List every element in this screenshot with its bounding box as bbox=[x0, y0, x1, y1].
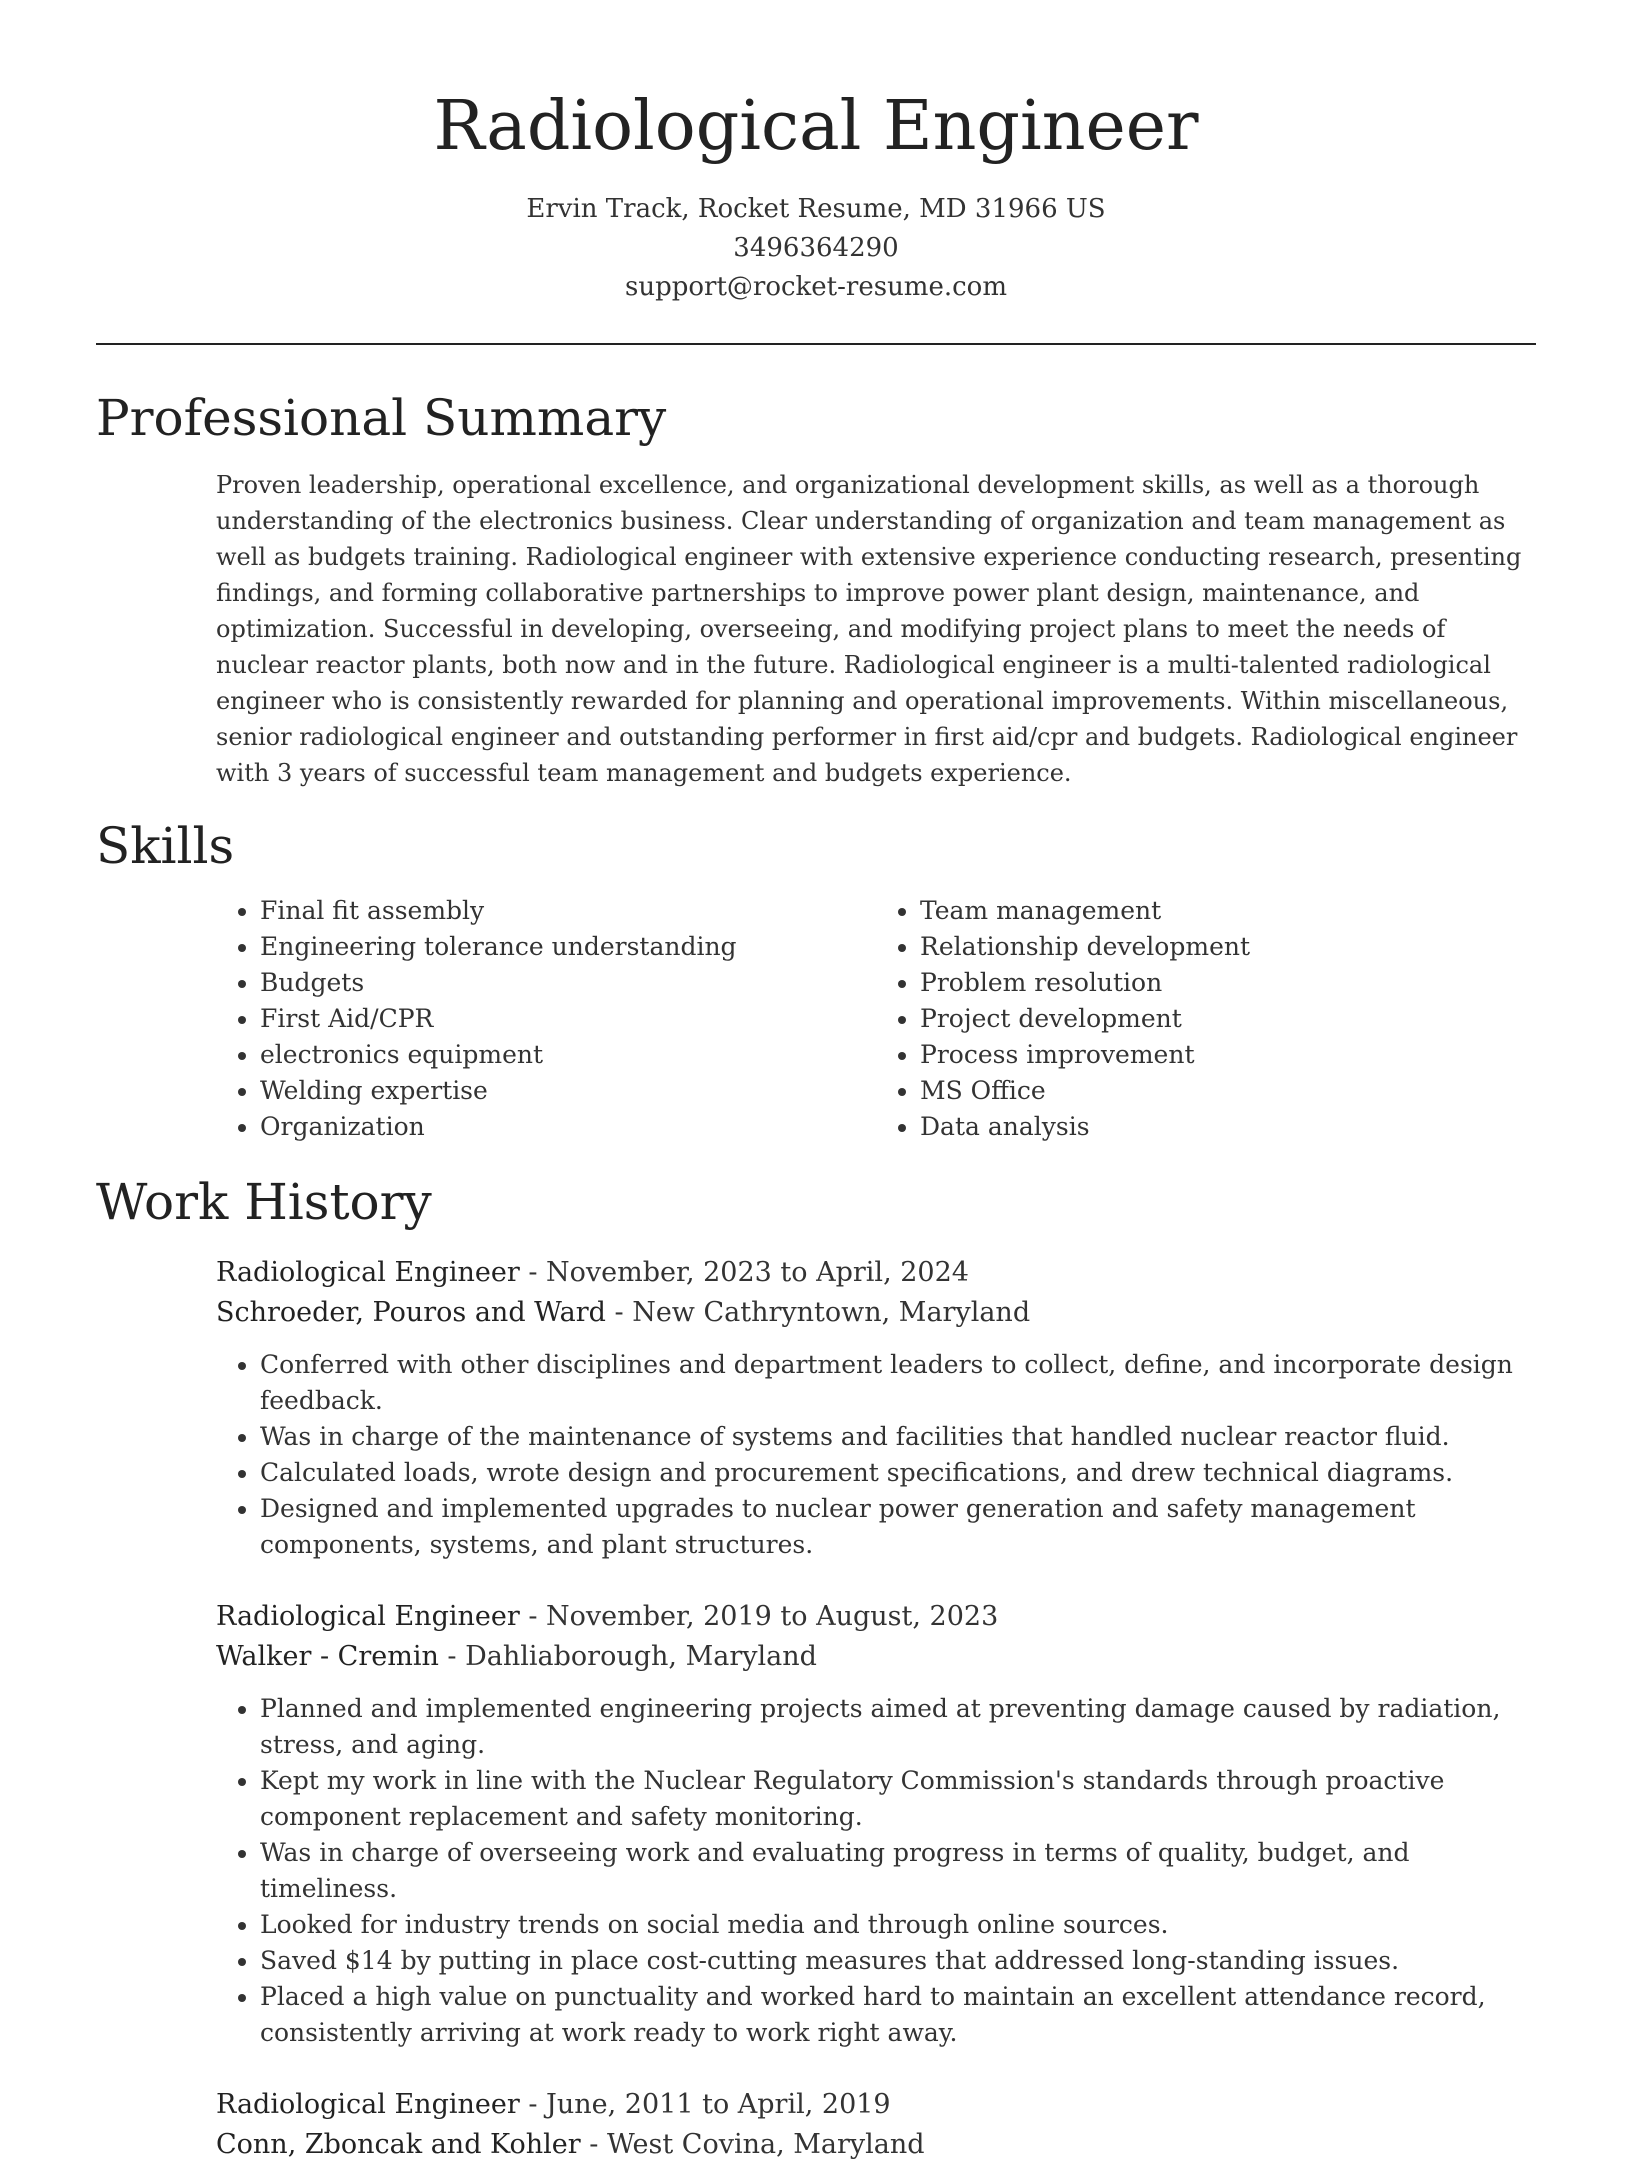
contact-block bbox=[0, 190, 1632, 307]
skill-item: • Process improvement bbox=[920, 1037, 1536, 1073]
job-company-line: Schroeder, Pouros and Ward - New Cathryntown, Maryland bbox=[216, 1297, 1031, 1328]
skill-item: • Final fit assembly bbox=[260, 893, 876, 929]
job-entry bbox=[216, 1597, 1536, 2051]
job-dates: November, 2023 to April, 2024 bbox=[546, 1257, 969, 1288]
work-history-heading: Work History bbox=[96, 1173, 432, 1231]
summary-heading: Professional Summary bbox=[96, 389, 667, 447]
work-history-section bbox=[96, 1169, 1536, 2165]
contact-phone: 3496364290 bbox=[733, 233, 899, 263]
skill-item: • Relationship development bbox=[920, 929, 1536, 965]
skills-section bbox=[96, 813, 1536, 1145]
skill-item: • Engineering tolerance understanding bbox=[260, 929, 876, 965]
job-bullet: • Calculated loads, wrote design and procurement specifications, and drew technical diagrams. bbox=[260, 1455, 1536, 1491]
resume-header bbox=[0, 0, 1632, 307]
job-bullet: • Designed and implemented upgrades to nuclear power generation and safety management components, systems, and plant structures. bbox=[260, 1491, 1536, 1563]
job-bullet: • Was in charge of the maintenance of systems and facilities that handled nuclear reactor fluid. bbox=[260, 1419, 1536, 1455]
skills-column-left bbox=[216, 893, 876, 1145]
job-bullets bbox=[216, 1347, 1536, 1563]
header-divider bbox=[96, 343, 1536, 345]
job-company: Walker - Cremin bbox=[216, 1641, 439, 1672]
skill-item: • Welding expertise bbox=[260, 1073, 876, 1109]
skills-heading: Skills bbox=[96, 817, 235, 875]
job-location: West Covina, Maryland bbox=[606, 2129, 925, 2160]
job-entry bbox=[216, 1253, 1536, 1563]
job-title-line: Radiological Engineer - November, 2019 to August, 2023 bbox=[216, 1601, 999, 1632]
job-location: New Cathryntown, Maryland bbox=[632, 1297, 1031, 1328]
skill-item: • Organization bbox=[260, 1109, 876, 1145]
job-title-line: Radiological Engineer - November, 2023 to April, 2024 bbox=[216, 1257, 969, 1288]
job-bullet: • Looked for industry trends on social media and through online sources. bbox=[260, 1907, 1536, 1943]
skill-item: • Team management bbox=[920, 893, 1536, 929]
skill-item: • electronics equipment bbox=[260, 1037, 876, 1073]
job-company-line: Conn, Zboncak and Kohler - West Covina, Maryland bbox=[216, 2129, 925, 2160]
skill-item: • First Aid/CPR bbox=[260, 1001, 876, 1037]
contact-email: support@rocket-resume.com bbox=[624, 272, 1007, 302]
summary-text: Proven leadership, operational excellence, and organizational development skills, as well as a thorough understanding of the electronics business. Clear understanding of organization and team management as well as budgets training. Radiological engineer with extensive experience conducting research, presenting findings, and forming collaborative partnerships to improve power plant design, maintenance, and optimization. Successful in developing, overseeing, and modifying project plans to meet the needs of nuclear reactor plants, both now and in the future. Radiological engineer is a multi-talented radiological engineer who is consistently rewarded for planning and operational improvements. Within miscellaneous, senior radiological engineer and outstanding performer in first aid/cpr and budgets. Radiological engineer with 3 years of successful team management and budgets experience. bbox=[216, 471, 1522, 787]
skill-item: • Project development bbox=[920, 1001, 1536, 1037]
resume-title: Radiological Engineer bbox=[433, 87, 1199, 166]
job-dates: November, 2019 to August, 2023 bbox=[546, 1601, 999, 1632]
job-company-line: Walker - Cremin - Dahliaborough, Maryland bbox=[216, 1641, 817, 1672]
job-title: Radiological Engineer bbox=[216, 1257, 520, 1288]
skill-item: • Budgets bbox=[260, 965, 876, 1001]
job-entry bbox=[216, 2085, 1536, 2165]
job-bullet: • Placed a high value on punctuality and worked hard to maintain an excellent attendance record, consistently arriving at work ready to work right away. bbox=[260, 1979, 1536, 2051]
job-title-line: Radiological Engineer - June, 2011 to April, 2019 bbox=[216, 2089, 891, 2120]
job-title: Radiological Engineer bbox=[216, 1601, 520, 1632]
job-bullet: • Was in charge of overseeing work and evaluating progress in terms of quality, budget, and timeliness. bbox=[260, 1835, 1536, 1907]
skills-column-right bbox=[876, 893, 1536, 1145]
job-dates: June, 2011 to April, 2019 bbox=[546, 2089, 891, 2120]
job-bullet: • Kept my work in line with the Nuclear Regulatory Commission's standards through proactive component replacement and safety monitoring. bbox=[260, 1763, 1536, 1835]
job-title: Radiological Engineer bbox=[216, 2089, 520, 2120]
skill-item: • Problem resolution bbox=[920, 965, 1536, 1001]
job-bullet: • Conferred with other disciplines and department leaders to collect, define, and incorporate design feedback. bbox=[260, 1347, 1536, 1419]
skill-item: • MS Office bbox=[920, 1073, 1536, 1109]
summary-section bbox=[96, 385, 1536, 791]
job-bullet: • Planned and implemented engineering projects aimed at preventing damage caused by radiation, stress, and aging. bbox=[260, 1691, 1536, 1763]
job-company: Schroeder, Pouros and Ward bbox=[216, 1297, 606, 1328]
job-bullet: • Saved $14 by putting in place cost-cutting measures that addressed long-standing issues. bbox=[260, 1943, 1536, 1979]
contact-address: Ervin Track, Rocket Resume, MD 31966 US bbox=[526, 194, 1106, 224]
job-location: Dahliaborough, Maryland bbox=[465, 1641, 817, 1672]
job-bullets bbox=[216, 1691, 1536, 2051]
skill-item: • Data analysis bbox=[920, 1109, 1536, 1145]
job-company: Conn, Zboncak and Kohler bbox=[216, 2129, 581, 2160]
skills-grid bbox=[216, 893, 1536, 1145]
